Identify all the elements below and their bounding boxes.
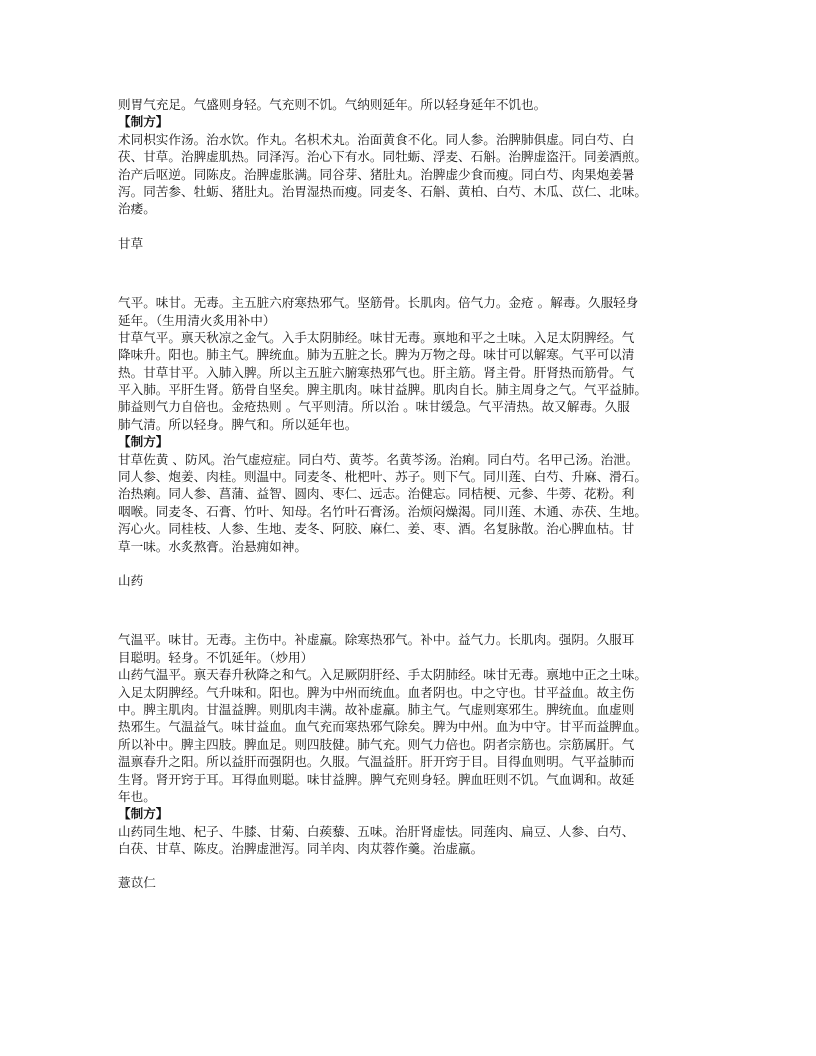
text-line: 气温平。味甘。无毒。主伤中。补虚羸。除寒热邪气。补中。益气力。长肌肉。强阴。久服耳 <box>118 632 635 648</box>
text-line: 白茯、甘草、陈皮。治脾虚泄泻。同羊肉、肉苁蓉作羹。治虚羸。 <box>118 841 484 857</box>
text-line: 延年。（生用清火炙用补中） <box>118 312 276 328</box>
text-line: 则胃气充足。气盛则身轻。气充则不饥。气纳则延年。所以轻身延年不饥也。 <box>118 97 547 112</box>
text-line: 草一味。水炙熬膏。治悬痈如神。 <box>118 538 307 554</box>
formula-heading: 【制方】 <box>118 806 169 822</box>
text-line: 中。脾主肌肉。甘温益脾。则肌肉丰满。故补虚羸。肺主气。气虚则寒邪生。脾统血。血虚则 <box>118 701 635 717</box>
text-line: 同人参、炮姜、肉桂。则温中。同麦冬、枇杷叶、苏子。则下气。同川莲、白芍、升麻、滑石。 <box>118 469 647 485</box>
text-line: 治产后呕逆。同陈皮。治脾虚胀满。同谷芽、猪肚丸。治脾虚少食而瘦。同白芍、肉果炮姜暑 <box>118 166 635 182</box>
text-line: 平入肺。平肝生肾。筋骨自坚矣。脾主肌肉。味甘益脾。肌肉自长。肺主周身之气。气平益肺。 <box>118 382 647 398</box>
text-line: 甘草佐黄 、防风。治气虚痘症。同白芍、黄芩。名黄芩汤。治痢。同白芍。名甲己汤。治泄。 <box>118 451 639 467</box>
text-line: 所以补中。脾主四肢。脾血足。则四肢健。肺气充。则气力倍也。阴者宗筋也。宗筋属肝。气 <box>118 736 635 752</box>
text-line: 山药气温平。禀天春升秋降之和气。入足厥阴肝经、手太阴肺经。味甘无毒。禀地中正之土味。 <box>118 667 647 683</box>
formula-heading: 【制方】 <box>118 114 169 130</box>
text-line: 温禀春升之阳。所以益肝而强阴也。久服。气温益肝。肝开窍于目。目得血则明。气平益肺而 <box>118 754 635 770</box>
text-line: 甘草气平。禀天秋凉之金气。入手太阴肺经。味甘无毒。禀地和平之土味。入足太阴脾经。气 <box>118 329 635 345</box>
text-line: 泻心火。同桂枝、人参、生地、麦冬、阿胶、麻仁、姜、枣、酒。名复脉散。治心脾血枯。甘 <box>118 521 635 537</box>
text-line: 气平。味甘。无毒。主五脏六府寒热邪气。坚筋骨。长肌肉。倍气力。金疮 。解毒。久服轻身 <box>118 295 639 311</box>
text-line: 降味升。阳也。肺主气。脾统血。肺为五脏之长。脾为万物之母。味甘可以解寒。气平可以清 <box>118 347 635 363</box>
herb-title-shanyao: 山药 <box>118 572 144 588</box>
text-line: 茯、甘草。治脾虚肌热。同泽泻。治心下有水。同牡蛎、浮麦、石斛。治脾虚盗汗。同姜酒煎。 <box>118 149 647 165</box>
text-line: 年也。 <box>118 788 156 804</box>
text-line: 肺气清。所以轻身。脾气和。所以延年也。 <box>118 416 358 432</box>
section-baizhu-tail <box>118 96 704 218</box>
document-page <box>118 96 704 892</box>
text-line: 术同枳实作汤。治水饮。作丸。名枳术丸。治面黄食不化。同人参。治脾肺俱虚。同白芍、白 <box>118 131 635 147</box>
text-line: 咽喉。同麦冬、石膏、竹叶、知母。名竹叶石膏汤。治烦闷燥渴。同川莲、木通、赤茯、生地。 <box>118 503 647 519</box>
text-line: 治热痢。同人参、菖蒲、益智、圆肉、枣仁、远志。治健忘。同桔梗、元参、牛蒡、花粉。利 <box>118 486 635 502</box>
formula-heading: 【制方】 <box>118 434 169 450</box>
text-line: 热邪生。气温益气。味甘益血。血气充而寒热邪气除矣。脾为中州。血为中守。甘平而益脾血。 <box>118 719 647 735</box>
herb-title-yiyiren: 薏苡仁 <box>118 875 156 891</box>
text-line: 入足太阴脾经。气升味和。阳也。脾为中州而统血。血者阴也。中之守也。甘平益血。故主伤 <box>118 684 635 700</box>
text-line: 山药同生地、杞子、牛膝、甘菊、白蒺藜、五味。治肝肾虚怯。同莲肉、扁豆、人参、白芍、 <box>118 823 635 839</box>
text-line: 肺益则气力自倍也。金疮热则 。气平则清。所以治 。味甘缓急。气平清热。故又解毒。久服 <box>118 399 630 415</box>
text-line: 热。甘草甘平。入肺入脾。所以主五脏六腑寒热邪气也。肝主筋。肾主骨。肝肾热而筋骨。气 <box>118 364 635 380</box>
text-line: 泻。同苦参、牡蛎、猪肚丸。治胃湿热而瘦。同麦冬、石斛、黄柏、白芍、木瓜、苡仁、北味。 <box>118 183 647 199</box>
herb-title-gancao: 甘草 <box>118 235 144 251</box>
text-line: 治痿。 <box>118 201 156 217</box>
section-shanyao <box>118 631 704 857</box>
text-line: 目聪明。轻身。不饥延年。（炒用） <box>118 649 314 665</box>
section-gancao <box>118 294 704 555</box>
text-line: 生肾。肾开窍于耳。耳得血则聪。味甘益脾。脾气充则身轻。脾血旺则不饥。气血调和。故延 <box>118 771 635 787</box>
